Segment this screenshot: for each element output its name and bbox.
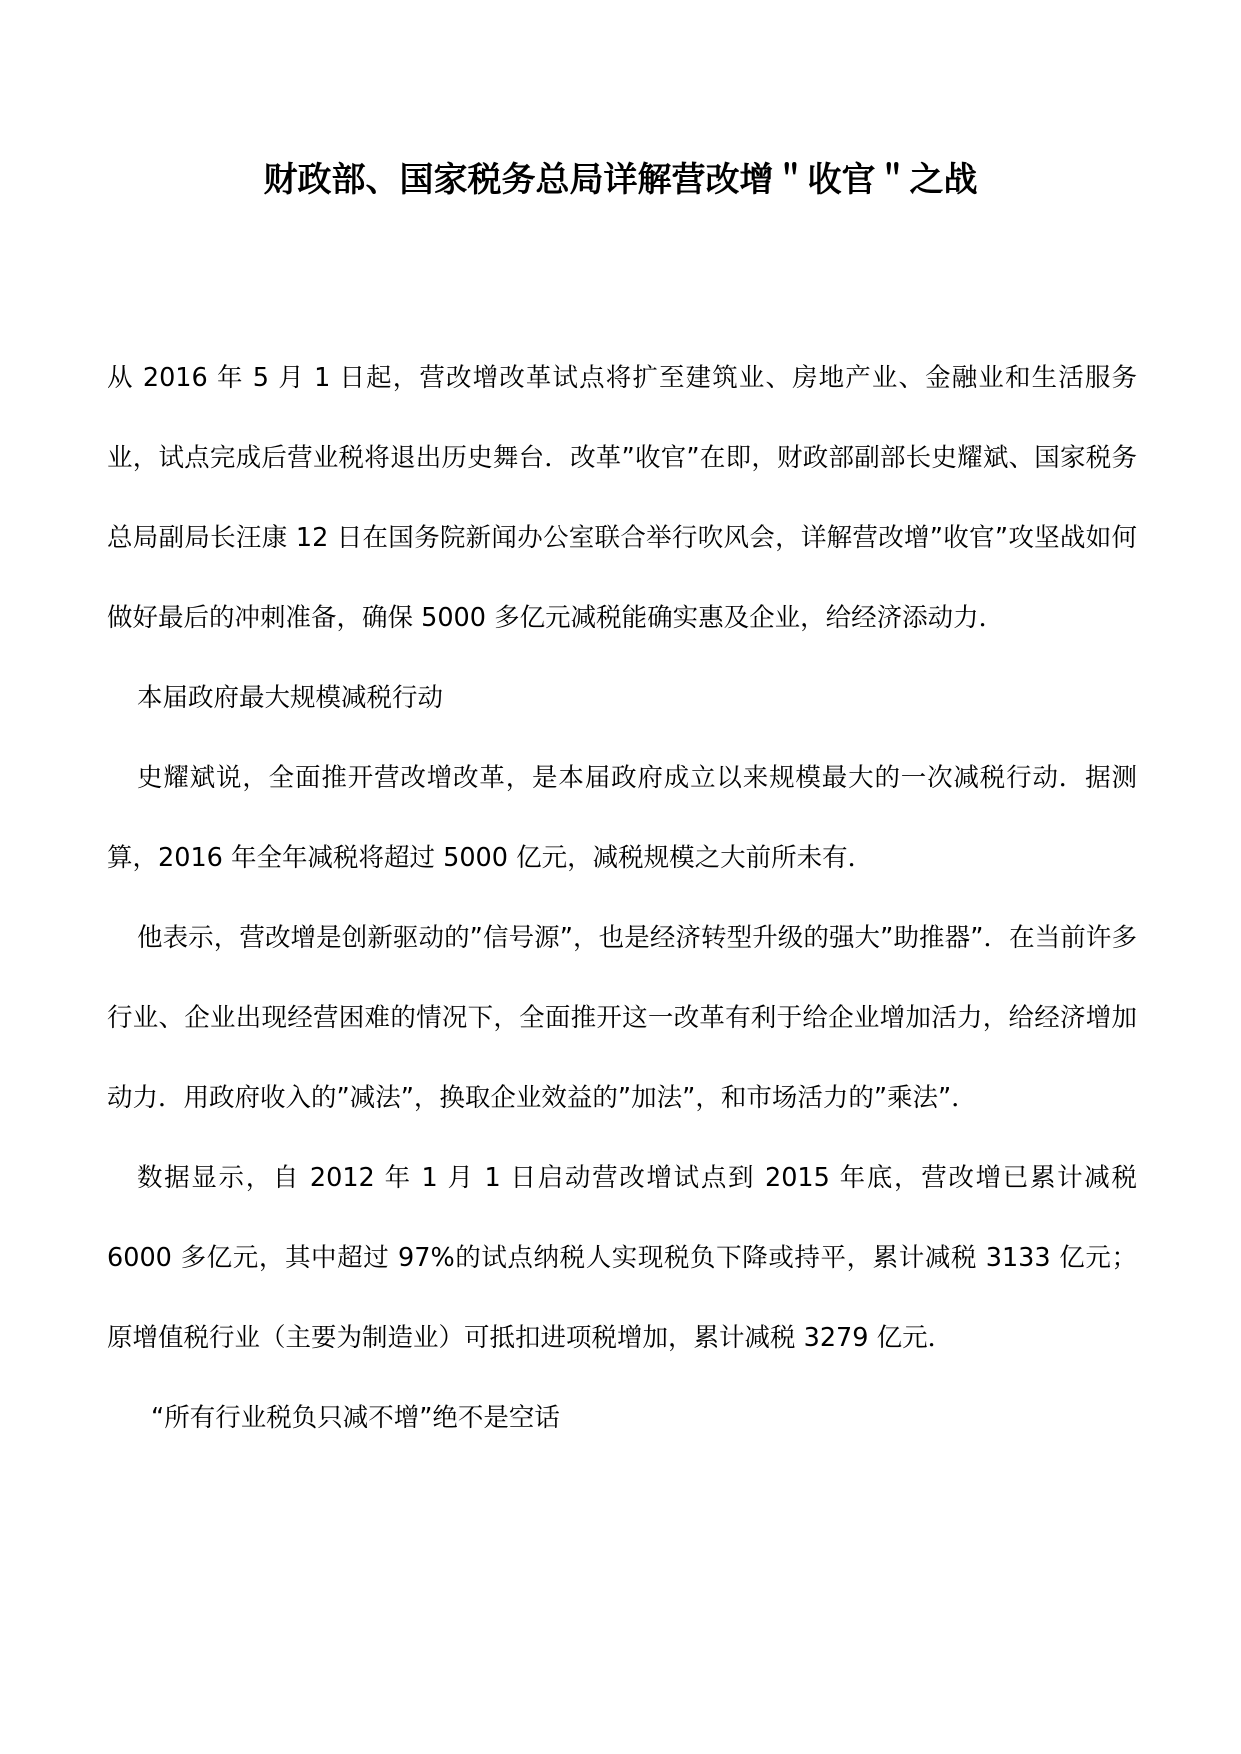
paragraph-data-shows: 数据显示，自 2012 年 1 月 1 日启动营改增试点到 2015 年底，营改增已累计减税 6000 多亿元，其中超过 97%的试点纳税人实现税负下降或持平，累计减税 3133 亿元；原增值税行业（主要为制造业）可抵扣进项税增加，累计减税 3279 亿元． — [107, 1163, 1137, 1353]
paragraph-shi-yaobin-statement: 史耀斌说，全面推开营改增改革，是本届政府成立以来规模最大的一次减税行动．据测算，2016 年全年减税将超过 5000 亿元，减税规模之大前所未有． — [107, 763, 1137, 873]
paragraph-intro: 从 2016 年 5 月 1 日起，营改增改革试点将扩至建筑业、房地产业、金融业和生活服务业，试点完成后营业税将退出历史舞台．改革”收官”在即，财政部副部长史耀斌、国家税务总局副局长汪康 12 日在国务院新闻办公室联合举行吹风会，详解营改增”收官”攻坚战如何做好最后的冲刺准备，确保 5000 多亿元减税能确实惠及企业，给经济添动力． — [107, 363, 1137, 633]
document-title: 财政部、国家税务总局详解营改增＂收官＂之战 — [263, 160, 978, 200]
document-body — [107, 338, 1137, 1458]
section-heading-tax-cut-action: 本届政府最大规模减税行动 — [137, 683, 444, 713]
section-heading-no-tax-increase: “所有行业税负只减不增”绝不是空话 — [151, 1403, 560, 1433]
paragraph-signal-source: 他表示，营改增是创新驱动的”信号源”，也是经济转型升级的强大”助推器”．在当前许多行业、企业出现经营困难的情况下，全面推开这一改革有利于给企业增加活力，给经济增加动力．用政府收入的”减法”，换取企业效益的”加法”，和市场活力的”乘法”． — [107, 923, 1137, 1113]
